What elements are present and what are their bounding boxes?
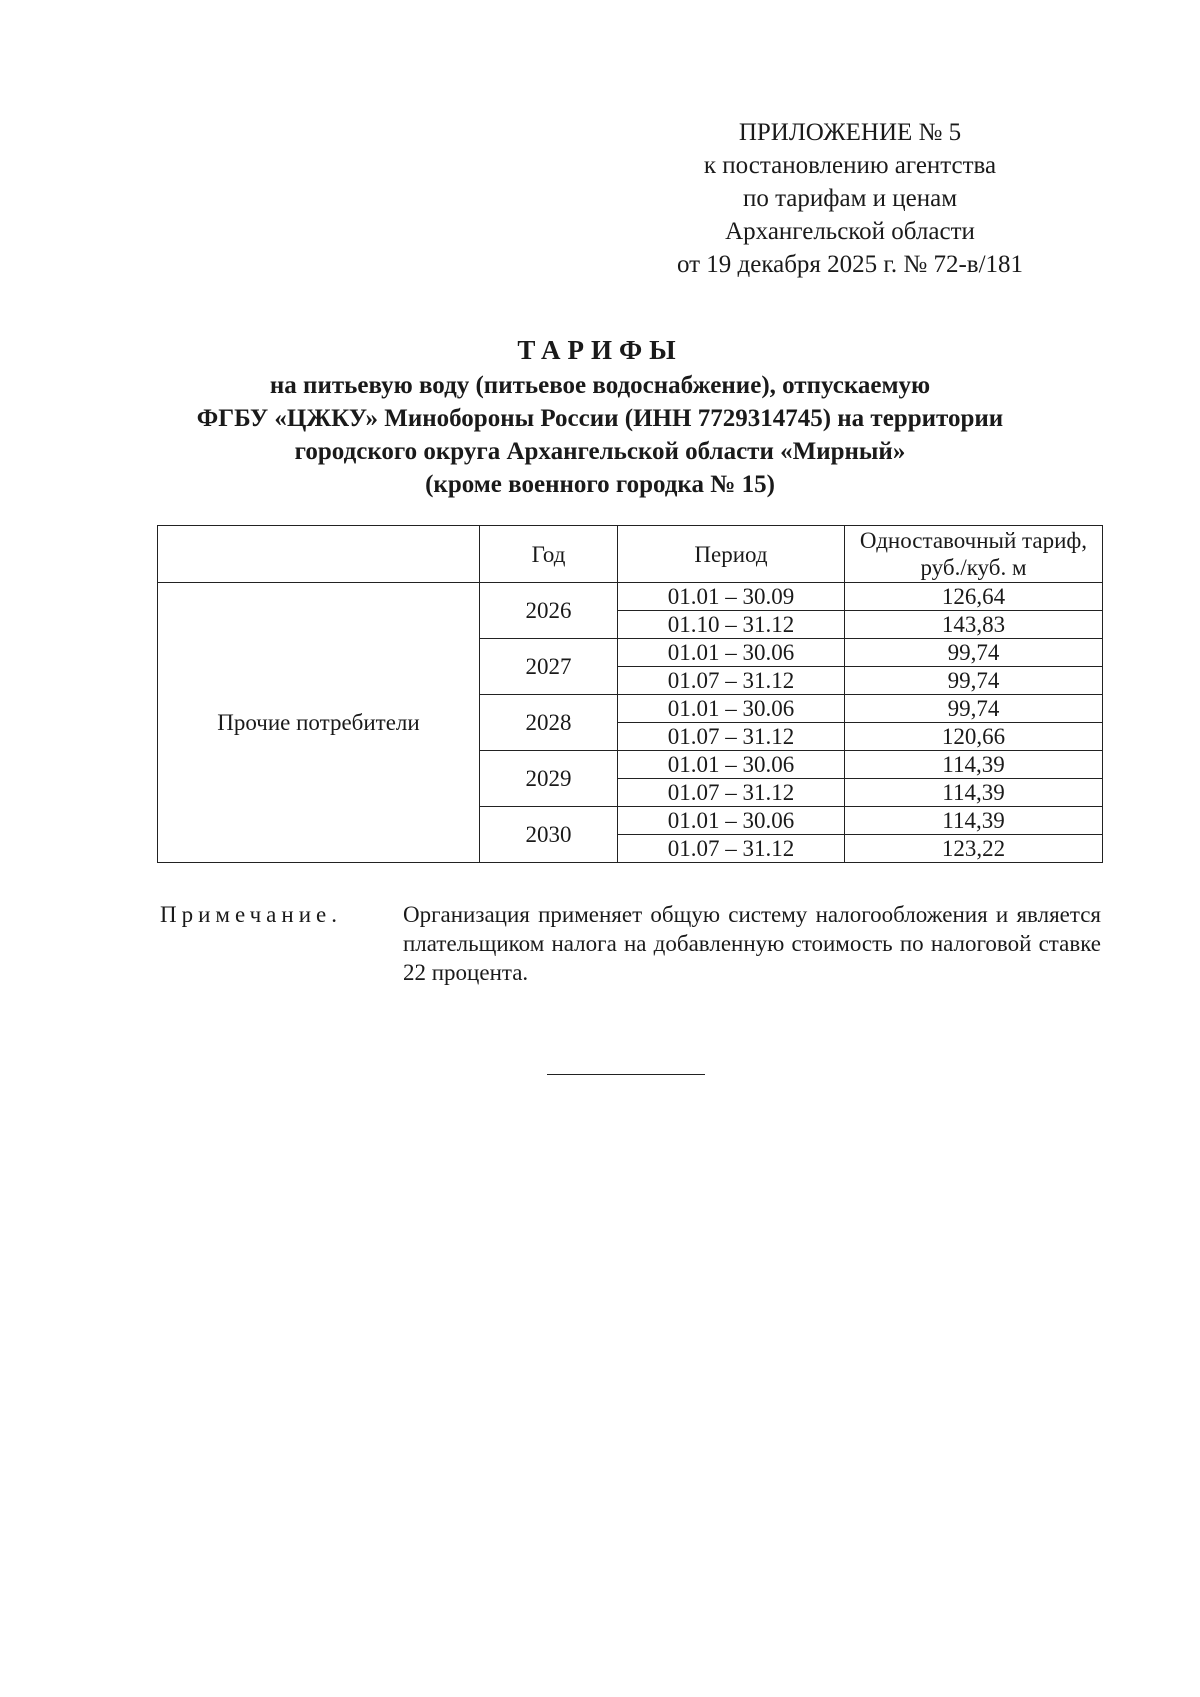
tariff-table — [157, 525, 1103, 863]
title-main: ТАРИФЫ — [517, 335, 683, 365]
header-tariff-line1: Одноставочный тариф, — [859, 528, 1088, 553]
header-consumer — [158, 526, 480, 583]
tariff-cell: 114,39 — [845, 807, 1103, 835]
document-title — [100, 334, 1100, 501]
header-tariff-unit: руб./куб. м — [920, 555, 1027, 580]
period-cell: 01.07 – 31.12 — [618, 779, 845, 807]
period-cell: 01.07 – 31.12 — [618, 723, 845, 751]
header-year: Год — [480, 526, 618, 583]
year-cell: 2028 — [480, 695, 618, 751]
end-divider — [547, 1074, 705, 1075]
title-line: (кроме военного городка № 15) — [425, 471, 775, 498]
consumer-cell: Прочие потребители — [158, 583, 480, 863]
tariff-cell: 126,64 — [845, 583, 1103, 611]
period-cell: 01.01 – 30.09 — [618, 583, 845, 611]
year-cell: 2026 — [480, 583, 618, 639]
title-line: городского округа Архангельской области «Мирный» — [294, 438, 906, 465]
tariff-cell: 99,74 — [845, 695, 1103, 723]
header-period: Период — [618, 526, 845, 583]
table-row — [158, 583, 1103, 611]
tariff-cell: 123,22 — [845, 835, 1103, 863]
period-cell: 01.07 – 31.12 — [618, 835, 845, 863]
note-label: Примечание. — [160, 902, 342, 927]
year-cell: 2030 — [480, 807, 618, 863]
period-cell: 01.01 – 30.06 — [618, 695, 845, 723]
year-cell: 2027 — [480, 639, 618, 695]
period-cell: 01.01 – 30.06 — [618, 807, 845, 835]
period-cell: 01.07 – 31.12 — [618, 667, 845, 695]
tariff-cell: 120,66 — [845, 723, 1103, 751]
title-line: на питьевую воду (питьевое водоснабжение), отпускаемую — [269, 372, 931, 399]
tariff-cell: 143,83 — [845, 611, 1103, 639]
table-header-row — [158, 526, 1103, 583]
appendix-line: к постановлению агентства — [703, 152, 997, 179]
period-cell: 01.01 – 30.06 — [618, 751, 845, 779]
title-line: ФГБУ «ЦЖКУ» Минобороны России (ИНН 7729314745) на территории — [196, 405, 1004, 432]
header-tariff — [845, 526, 1103, 583]
tariff-cell: 114,39 — [845, 751, 1103, 779]
period-cell: 01.10 – 31.12 — [618, 611, 845, 639]
note-text: Организация применяет общую систему налогообложения и является плательщиком налога на добавленную стоимость по налоговой ставке 22 процента. — [403, 902, 1101, 985]
tariff-cell: 99,74 — [845, 667, 1103, 695]
appendix-header — [600, 116, 1100, 281]
period-cell: 01.01 – 30.06 — [618, 639, 845, 667]
appendix-date: от 19 декабря 2025 г. № 72-в/181 — [676, 251, 1024, 278]
appendix-line: Архангельской области — [725, 218, 975, 245]
appendix-number: ПРИЛОЖЕНИЕ № 5 — [738, 119, 962, 146]
year-cell: 2029 — [480, 751, 618, 807]
tariff-cell: 114,39 — [845, 779, 1103, 807]
tariff-cell: 99,74 — [845, 639, 1103, 667]
appendix-line: по тарифам и ценам — [742, 185, 958, 212]
